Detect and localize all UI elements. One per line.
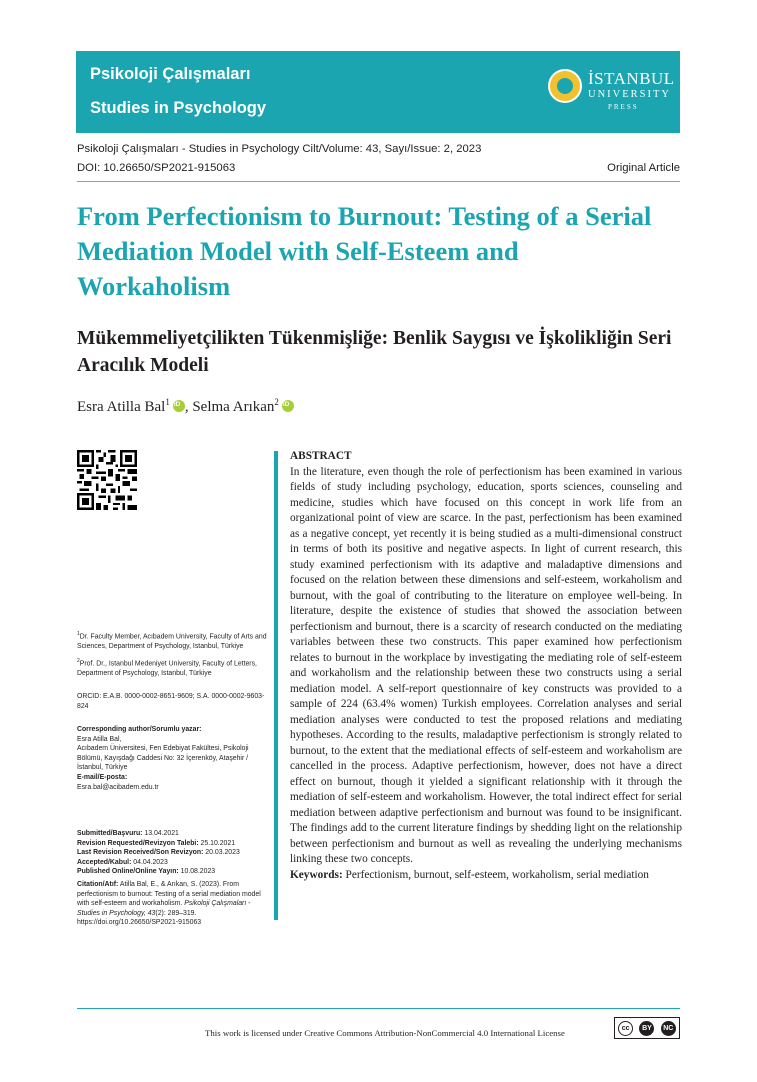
article-subtitle-tr: Mükemmeliyetçilikten Tükenmişliğe: Benlik Saygısı ve İşkolikliğin Seri Aracılık Modeli <box>77 328 672 376</box>
orcid-text: ORCID: E.A.B. 0000-0002-8651-9609; S.A. 0000-0002-9603-824 <box>77 693 265 710</box>
author-list <box>77 397 294 416</box>
footer-divider <box>77 1008 680 1009</box>
author-affiliation-sup: 1 <box>165 397 170 407</box>
affiliation-text: Prof. Dr., Istanbul Medeniyet University, Faculty of Letters, Department of Psychology, Istanbul, Türkiye <box>77 660 257 678</box>
citation-issue: (2): 289–319. <box>155 909 197 917</box>
affiliation-sup: 2 <box>77 658 80 665</box>
date-value: 13.04.2021 <box>142 830 179 837</box>
date-label: Published Online/Online Yayın: <box>77 868 179 876</box>
citation-url[interactable]: https://doi.org/10.26650/SP2021-915063 <box>77 919 202 927</box>
journal-citation-line: Psikoloji Çalışmaları - Studies in Psychology Cilt/Volume: 43, Sayı/Issue: 2, 2023 <box>77 143 482 155</box>
corresponding-address: Acıbadem Üniversitesi, Fen Edebiyat Fakültesi, Psikoloji Bölümü, Kayışdağı Caddesi No: 32 İçerenköy, Ataşehir /İstanbul, Türkiye <box>77 745 249 772</box>
cc-by-icon: BY <box>639 1021 654 1036</box>
article-title: From Perfectionism to Burnout: Testing of a Serial Mediation Model with Self-Esteem and Workaholism <box>77 201 652 301</box>
orcid-icon[interactable] <box>282 400 294 412</box>
email-label: E-mail/E-posta: <box>77 773 128 781</box>
date-label: Accepted/Kabul: <box>77 858 132 866</box>
citation-journal: Psikoloji Çalışmaları - Studies in Psychology, 43 <box>77 900 251 917</box>
header-divider <box>77 181 680 182</box>
creative-commons-icon: cc <box>618 1021 633 1036</box>
date-value: 10.08.2023 <box>178 868 216 876</box>
citation-block <box>77 880 267 928</box>
publisher-name-line3: PRESS <box>608 103 639 111</box>
abstract-accent-bar <box>274 451 278 920</box>
affiliation-sup: 1 <box>77 631 80 637</box>
orcid-ids <box>77 692 267 711</box>
citation-label: Citation/Atıf: <box>77 881 119 888</box>
author-name: Esra Atilla Bal <box>77 399 166 415</box>
keywords-label: Keywords: <box>290 868 343 881</box>
date-row <box>77 867 267 877</box>
affiliation-1 <box>77 630 267 651</box>
keywords-text: Perfectionism, burnout, self-esteem, workaholism, serial mediation <box>342 868 649 881</box>
qr-code-icon[interactable] <box>77 450 137 510</box>
abstract-heading: ABSTRACT <box>290 450 352 462</box>
submission-dates <box>77 829 267 877</box>
abstract-section <box>290 449 682 883</box>
date-label: Revision Requested/Revizyon Talebi: <box>77 839 199 847</box>
university-seal-icon <box>548 69 582 103</box>
date-row <box>77 858 267 868</box>
abstract-body: In the literature, even though the role of perfectionism has been examined in various fields of study including psychology, education, sports sciences, counseling and medicine, studies which have focused on this concept in work life from an organizational point of view are scarce. In the past, perfectionism has been examined as a negative concept, yet recently it is being studied as a multi-dimensional construct in terms of both its positive and negative aspects. In light of current research, this study examined perfectionism with its adaptive and maladaptive dimensions and focused on the relation between these dimensions and self-esteem, workaholism and burnout, with the goal of contributing to the literature on employee well-being. In literature, despite the existence of studies that showed the association between perfectionism and burnout, there is a scarcity of research conducted on the mediating variables between these two constructs. This paper examined how perfectionism relates to burnout in the workplace by investigating the mediating role of self-esteem and workaholism and the relationship between these two constructs using a serial mediation model. A self-report questionnaire of key constructs was provided to a sample of 224 (63.4% women) Turkish employees. Correlation analyses and serial mediation analyses were conducted to test the proposed relations and mediating hypotheses. According to the results, maladaptive perfectionism is strongly related to burnout, to the extent that the mediational effects of self-esteem and workaholism are cancelled in the process. Adaptive perfectionism, however, does not have a direct effect on burnout, though it yielded a significant relationship with it through the mediation of self-esteem and workaholism. However, the total indirect effect for serial mediation between adaptive perfectionism and burnout was found to be insignificant. The findings add to the current literature findings by shedding light on the relationship between perfectionism and burnout as well as revealing the underlying mechanisms linking these two concepts. <box>290 465 682 865</box>
affiliation-text: Dr. Faculty Member, Acıbadem University, Faculty of Arts and Sciences, Department of Psychology, Istanbul, Türkiye <box>77 633 267 650</box>
author-separator: , <box>184 399 193 415</box>
author-name: Selma Arıkan <box>192 399 275 415</box>
affiliations <box>77 630 267 679</box>
affiliation-2 <box>77 657 267 678</box>
cc-nc-icon: NC <box>661 1021 676 1036</box>
doi[interactable]: DOI: 10.26650/SP2021-915063 <box>77 162 236 174</box>
date-value: 25.10.2021 <box>198 839 236 847</box>
date-row <box>77 829 267 839</box>
orcid-icon[interactable] <box>173 400 185 412</box>
journal-title-tr: Psikoloji Çalışmaları <box>90 65 251 83</box>
corresponding-label: Corresponding author/Sorumlu yazar: <box>77 726 202 733</box>
date-value: 04.04.2023 <box>131 858 168 866</box>
corresponding-name: Esra Atilla Bal, <box>77 735 122 743</box>
email-link[interactable]: Esra.bal@acibadem.edu.tr <box>77 783 159 791</box>
license-text: This work is licensed under Creative Commons Attribution-NonCommercial 4.0 International License <box>205 1028 565 1038</box>
date-value: 20.03.2023 <box>203 849 240 857</box>
journal-banner <box>76 51 680 133</box>
citation-text: Atilla Bal, E., & Arıkan, S. (2023). From perfectionism to burnout: Testing of a serial mediation model with self-esteem and workaholism. <box>77 881 261 908</box>
corresponding-author <box>77 725 267 792</box>
journal-title-en: Studies in Psychology <box>90 99 267 117</box>
publisher-name-line2: UNIVERSITY <box>588 89 671 100</box>
author-affiliation-sup: 2 <box>274 397 279 407</box>
cc-license-badge[interactable] <box>614 1017 680 1039</box>
article-type: Original Article <box>607 162 680 174</box>
date-row <box>77 839 267 849</box>
publisher-logo[interactable] <box>546 63 674 121</box>
date-label: Last Revision Received/Son Revizyon: <box>77 849 204 857</box>
date-row <box>77 848 267 858</box>
keywords <box>290 868 682 884</box>
publisher-name-line1: İSTANBUL <box>588 69 675 88</box>
date-label: Submitted/Başvuru: <box>77 830 143 837</box>
